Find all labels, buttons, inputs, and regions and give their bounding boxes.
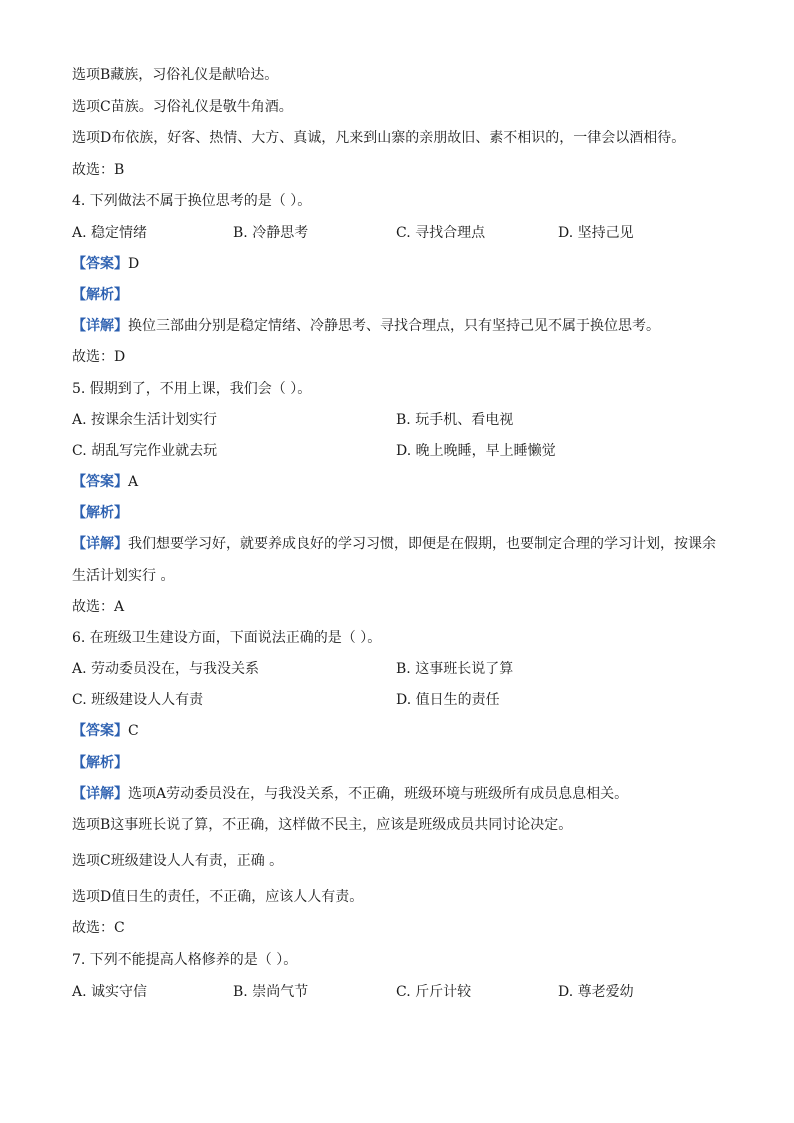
text-line: 选项D布依族，好客、热情、大方、真诚，凡来到山寨的亲朋故旧、素不相识的，一律会以酒相待。 [72,130,686,146]
q7-option-c: C. 斤斤计较 [396,984,472,1000]
final-answer: 故选：D [72,349,126,365]
q4-option-b: B. 冷静思考 [233,225,309,241]
q6-option-c: C. 班级建设人人有责 [72,692,204,708]
q4-option-c: C. 寻找合理点 [396,225,486,241]
final-answer: 故选：A [72,599,125,615]
q6-detail-line: 选项B这事班长说了算，不正确，这样做不民主，应该是班级成员共同讨论决定。 [72,817,573,833]
answer-tag: 【答案】 [72,723,128,739]
detail-text: 换位三部曲分别是稳定情绪、冷静思考、寻找合理点，只有坚持己见不属于换位思考。 [128,318,660,334]
answer-value: D [128,256,140,272]
q7-option-a: A. 诚实守信 [72,984,148,1000]
q5-option-a: A. 按课余生活计划实行 [72,412,218,428]
detail-text: 选项A劳动委员没在，与我没关系，不正确，班级环境与班级所有成员息息相关。 [128,786,629,802]
q6-analysis-tag [72,754,128,772]
q7-option-b: B. 崇尚气节 [233,984,309,1000]
q6-option-b: B. 这事班长说了算 [396,661,514,677]
q5-detail [72,535,716,553]
q4-answer [72,255,139,273]
question-6-stem: 6. 在班级卫生建设方面，下面说法正确的是（ ）。 [72,630,382,646]
q5-option-d: D. 晚上晚睡，早上睡懒觉 [396,443,556,459]
question-7-stem: 7. 下列不能提高人格修养的是（ ）。 [72,952,298,968]
final-answer: 故选：B [72,162,125,178]
answer-tag: 【答案】 [72,474,128,490]
question-4-stem: 4. 下列做法不属于换位思考的是（ ）。 [72,193,312,209]
q6-answer [72,722,139,740]
q6-detail-line: 选项C班级建设人人有责，正确 。 [72,853,284,869]
q5-answer [72,473,138,491]
q6-detail-line: 选项D值日生的责任，不正确，应该人人有责。 [72,889,364,905]
detail-tag: 【详解】 [72,536,128,552]
q5-option-c: C. 胡乱写完作业就去玩 [72,443,218,459]
q5-detail-continued: 生活计划实行 。 [72,568,175,584]
detail-tag: 【详解】 [72,786,128,802]
answer-tag: 【答案】 [72,256,128,272]
question-5-stem: 5. 假期到了，不用上课，我们会（ ）。 [72,381,312,397]
q5-analysis-tag [72,504,128,522]
q4-detail [72,317,660,335]
text-line: 选项B藏族，习俗礼仪是献哈达。 [72,67,279,83]
detail-tag: 【详解】 [72,318,128,334]
final-answer: 故选：C [72,920,125,936]
answer-value: A [128,474,139,490]
detail-text: 我们想要学习好，就要养成良好的学习习惯，即便是在假期，也要制定合理的学习计划，按课余 [128,536,716,552]
q4-analysis-tag [72,286,128,304]
q4-option-a: A. 稳定情绪 [72,225,148,241]
analysis-tag: 【解析】 [72,755,128,771]
analysis-tag: 【解析】 [72,505,128,521]
q7-option-d: D. 尊老爱幼 [558,984,634,1000]
q6-option-d: D. 值日生的责任 [396,692,500,708]
q6-option-a: A. 劳动委员没在，与我没关系 [72,661,260,677]
q4-option-d: D. 坚持己见 [558,225,634,241]
q5-option-b: B. 玩手机、看电视 [396,412,514,428]
q6-detail [72,785,628,803]
analysis-tag: 【解析】 [72,287,128,303]
text-line: 选项C苗族。习俗礼仪是敬牛角酒。 [72,99,293,115]
answer-value: C [128,723,139,739]
